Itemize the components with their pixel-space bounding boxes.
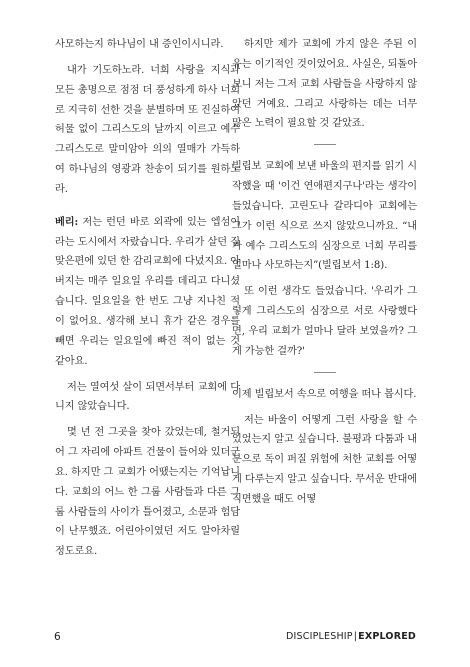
paragraph: 빌립보 교회에 보낸 바울의 편지를 읽기 시작했을 때 '이건 연애편지구나'라는 생각이 들었습니다. 고린도나 갈라디아 교회에는 그가 이런 식으로 쓰지 않았으니까요. “내가 예수 그리스도의 심장으로 너희 무리를 얼마나 사모하는지”(빌립보서 1:8). <box>232 161 417 272</box>
paragraph: 저는 바울이 어떻게 그런 사랑을 할 수 있었는지 알고 싶습니다. 불평과 다툼과 내분으로 독이 퍼질 위험에 처한 교회를 어떻게 다루는지 알고 싶습니다. 무서운 반대에 직면했을 때도 어떻 <box>232 414 417 505</box>
paragraph: 내가 기도하노라. 너희 사랑을 지식과 모든 총명으로 점점 더 풍성하게 하사 너희로 지극히 선한 것을 분별하며 또 진실하여 허물 없이 그리스도의 날까지 이르고 예수 그리스도로 말미암아 의의 열매가 가득하여 하나님의 영광과 찬송이 되기를 원하노라. <box>55 64 240 195</box>
section-divider <box>314 372 336 373</box>
paragraph: 또 이런 생각도 들었습니다. '우리가 그렇게 그리스도의 심장으로 서로 사랑했다면, 우리 교회가 얼마나 달라 보였을까? 그게 가능한 걸까?' <box>232 286 417 357</box>
speaker-text: 저는 런던 바로 외곽에 있는 엡섬이라는 도시에서 자랐습니다. 우리가 살던 집 맞은편에 있던 한 감리교회에 다녔지요. 아버지는 매주 일요일 우리를 데리고 다니셨습니다. 일요일을 한 번도 그냥 지나친 적이 없어요. 생각해 보니 휴가 같은 경우를 빼면 우리는 일요일에 빠진 적이 없는 것 같아요. <box>55 216 240 367</box>
paragraph: 하지만 제가 교회에 가지 않은 주된 이유는 이기적인 것이었어요. 사실은, 되돌아보니 저는 그저 교회 사람들을 사랑하지 않았던 거예요. 그리고 사랑하는 데는 너무 많은 노력이 필요할 것 같았죠. <box>232 39 417 130</box>
paragraph: 이제 빌립보서 속으로 여행을 떠나 봅시다. <box>232 388 417 400</box>
paragraph: 사모하는지 하나님이 내 증인이시니라. <box>55 39 224 50</box>
paragraph: 몇 년 전 그곳을 찾아 갔었는데, 철거되어 그 자리에 아파트 건물이 들어와 있더군요. 하지만 그 교회가 어땠는지는 기억납니다. 교회의 어느 한 그룹 사람들과 다른 그룹 사람들의 사이가 틀어졌고, 소문과 험담이 난무했죠. 어린아이였던 저도 알아차릴 정도로요. <box>55 427 240 558</box>
paragraph: 저는 열여섯 살이 되면서부터 교회에 다니지 않았습니다. <box>55 381 240 413</box>
page-number: 6 <box>54 631 61 643</box>
section-divider <box>314 144 336 145</box>
brand-separator: | <box>353 631 358 642</box>
left-column <box>55 35 240 568</box>
speaker-label: 베리: <box>55 215 79 228</box>
right-column <box>232 35 417 516</box>
brand-name-left: DISCIPLESHIP <box>286 631 353 642</box>
brand-name-right: EXPLORED <box>358 631 416 642</box>
speaker-paragraph <box>55 213 240 372</box>
brand-logo <box>286 631 416 642</box>
